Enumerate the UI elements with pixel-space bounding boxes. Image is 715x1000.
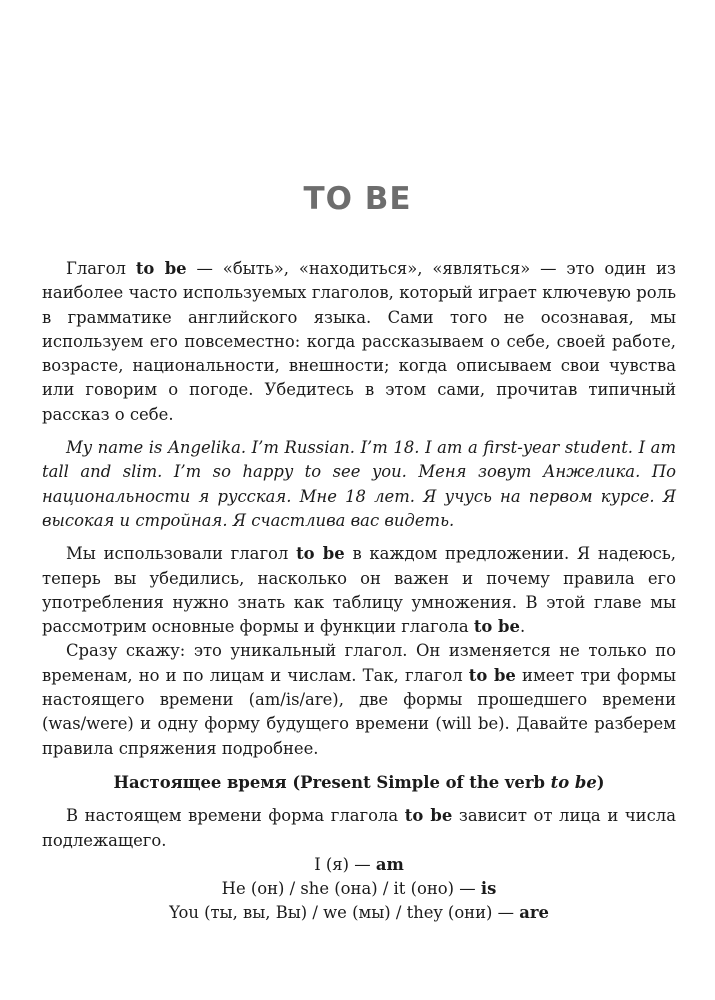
usage-text-1: Мы использовали глагол: [66, 544, 297, 564]
pronoun-text: I (я) —: [314, 854, 376, 874]
intro-paragraph: [42, 257, 676, 427]
term-to-be: to be: [135, 259, 187, 278]
unique-paragraph: [42, 639, 676, 760]
conjugation-list: [42, 853, 676, 926]
pronoun-text: You (ты, вы, Вы) / we (мы) / they (они) —: [169, 903, 520, 923]
present-paragraph: [42, 804, 676, 853]
term-to-be: to be: [404, 806, 453, 826]
section-heading: [42, 771, 676, 795]
conjugation-line: [42, 853, 676, 877]
verb-form: is: [480, 879, 497, 899]
usage-text-3: .: [519, 617, 526, 637]
intro-text-2: — «быть», «находиться», «являться» — это один из наиболее часто используемых глаголов, который играет ключевую роль в грамматике английского языка. Сами того не осознавая, мы используем его повсеместно: когда рассказываем о себе, своей работе, возрасте, национальности, внешности; когда описываем свои чувства или говорим о погоде. Убедитесь в этом сами, прочитав типичный рассказ о себе.: [42, 259, 676, 424]
usage-paragraph: [42, 542, 676, 639]
term-to-be: to be: [468, 665, 516, 685]
present-text-1: В настоящем времени форма глагола: [66, 806, 405, 826]
page-content: [42, 257, 676, 926]
term-to-be: to be: [473, 617, 520, 637]
usage-text-2: в каждом предложении. Я надеюсь, теперь вы убедились, насколько он важен и почему правила его употребления нужно знать как таблицу умножения. В этой главе мы рассмотрим основные формы и функции глагола: [42, 544, 676, 637]
present-text-2: зависит от лица и числа подлежащего.: [42, 806, 676, 850]
verb-form: am: [375, 854, 404, 874]
example-text: My name is Angelika. I’m Russian. I’m 18. I am a first-year student. I am tall and slim. I’m so happy to see you. Меня зовут Анжелика. По национальности я русская. Мне 18 лет. Я учусь на первом курсе. Я высокая и стройная. Я счастлива вас видеть.: [42, 438, 676, 530]
section-heading-text-2: ): [596, 772, 605, 792]
page-title: TO BE: [303, 181, 412, 217]
unique-text-1: Сразу скажу: это уникальный глагол. Он изменяется не только по временам, но и по лицам и числам. Так, глагол: [42, 641, 676, 685]
example-paragraph: [42, 436, 676, 533]
pronoun-text: He (он) / she (она) / it (оно) —: [221, 879, 481, 899]
term-to-be: to be: [296, 544, 345, 564]
verb-form: are: [519, 903, 549, 923]
section-heading-term: to be: [550, 772, 597, 792]
section-heading-text-1: Настоящее время (Present Simple of the verb: [113, 772, 551, 792]
unique-text-2: имеет три формы настоящего времени (am/is/are), две формы прошедшего времени (was/were) и одну форму будущего времени (will be). Давайте разберем правила спряжения подробнее.: [42, 665, 676, 758]
intro-text-1: Глагол: [66, 259, 136, 278]
conjugation-line: [42, 877, 676, 901]
conjugation-line: [42, 901, 676, 925]
